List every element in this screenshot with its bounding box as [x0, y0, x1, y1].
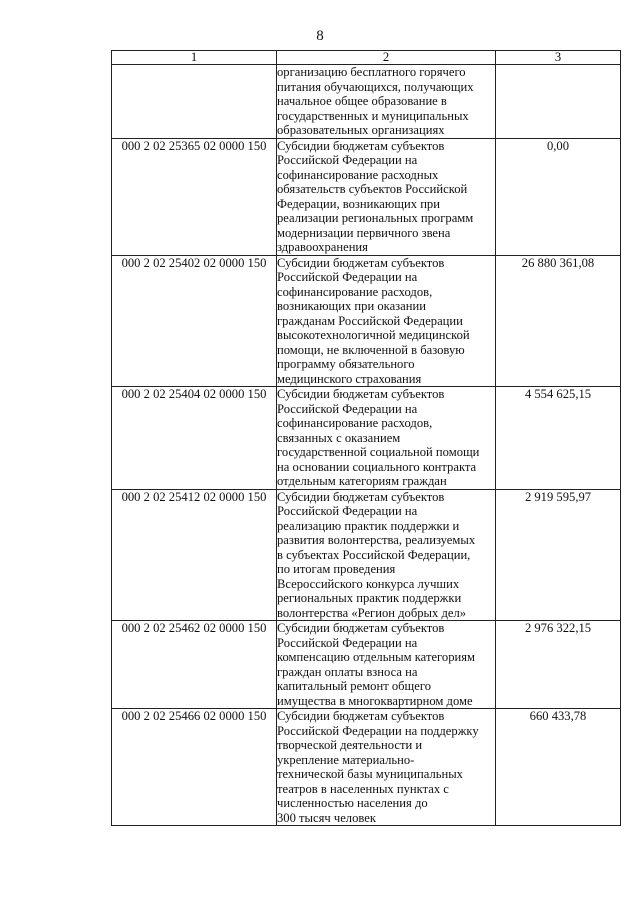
description-line: Субсидии бюджетам субъектов — [277, 255, 445, 270]
description-line: реализацию практик поддержки и — [277, 518, 460, 533]
amount-value: 26 880 361,08 — [496, 255, 621, 387]
column-number: 1 — [112, 51, 277, 65]
description-line: творческой деятельности и — [277, 738, 423, 752]
amount-value: 2 976 322,15 — [496, 621, 621, 709]
table-row — [112, 255, 621, 387]
description-line: Российской Федерации на — [277, 635, 418, 650]
column-number-row — [112, 51, 621, 65]
budget-code: 000 2 02 25462 02 0000 150 — [112, 621, 277, 709]
budget-code: 000 2 02 25466 02 0000 150 — [112, 709, 277, 826]
description-line: имущества в многоквартирном доме — [277, 693, 473, 708]
description-line: по итогам проведения — [277, 562, 396, 576]
income-description — [277, 709, 496, 826]
description-line: Российской Федерации на — [277, 270, 418, 284]
amount-value — [496, 65, 621, 139]
description-line: развития волонтерства, реализуемых — [277, 533, 476, 547]
description-line: отдельным категориям граждан — [277, 474, 447, 488]
description-line: реализации региональных программ — [277, 211, 474, 225]
description-line: софинансирование расходных — [277, 167, 439, 182]
description-line: государственной социальной помощи — [277, 445, 480, 459]
description-line: начальное общее образование в — [277, 94, 447, 108]
description-line: связанных с оказанием — [277, 430, 401, 445]
budget-table — [111, 50, 621, 826]
description-line: возникающих при оказании — [277, 299, 426, 313]
budget-code: 000 2 02 25365 02 0000 150 — [112, 138, 277, 255]
description-line: обязательств субъектов Российской — [277, 182, 468, 196]
description-line: организацию бесплатного горячего — [277, 65, 466, 79]
description-line: Всероссийского конкурса лучших — [277, 576, 460, 591]
table-row — [112, 138, 621, 255]
income-description — [277, 255, 496, 387]
description-line: питания обучающихся, получающих — [277, 79, 474, 94]
description-line: капитальный ремонт общего — [277, 679, 431, 693]
description-line: высокотехнологичной медицинской — [277, 328, 470, 342]
description-line: региональных практик поддержки — [277, 591, 462, 605]
description-line: помощи, не включенной в базовую — [277, 342, 465, 357]
description-line: образовательных организациях — [277, 123, 445, 137]
description-line: технической базы муниципальных — [277, 767, 463, 781]
description-line: Российской Федерации на — [277, 153, 418, 167]
description-line: граждан оплаты взноса на — [277, 664, 418, 679]
budget-code: 000 2 02 25404 02 0000 150 — [112, 387, 277, 490]
description-line: Российской Федерации на поддержку — [277, 723, 479, 738]
table-body — [112, 51, 621, 826]
amount-value: 0,00 — [496, 138, 621, 255]
income-description — [277, 387, 496, 490]
budget-code — [112, 65, 277, 139]
description-line: Федерации, возникающих при — [277, 196, 440, 211]
description-line: программу обязательного — [277, 357, 415, 371]
description-line: модернизации первичного звена — [277, 225, 451, 240]
table-row — [112, 621, 621, 709]
description-line: софинансирование расходов, — [277, 284, 433, 299]
budget-code: 000 2 02 25402 02 0000 150 — [112, 255, 277, 387]
description-line: в субъектах Российской Федерации, — [277, 547, 471, 562]
description-line: Субсидии бюджетам субъектов — [277, 138, 445, 153]
description-line: медицинского страхования — [277, 371, 422, 386]
description-line: на основании социального контракта — [277, 459, 477, 474]
description-line: компенсацию отдельным категориям — [277, 650, 475, 664]
table-row — [112, 709, 621, 826]
amount-value: 4 554 625,15 — [496, 387, 621, 490]
description-line: 300 тысяч человек — [277, 810, 376, 825]
description-line: волонтерства «Регион добрых дел» — [277, 605, 467, 620]
description-line: численностью населения до — [277, 796, 428, 810]
column-number: 3 — [496, 51, 621, 65]
description-line: Российской Федерации на — [277, 401, 418, 416]
income-description — [277, 621, 496, 709]
description-line: софинансирование расходов, — [277, 416, 433, 430]
description-line: Субсидии бюджетам субъектов — [277, 709, 445, 723]
description-line: здравоохранения — [277, 240, 368, 254]
description-line: Субсидии бюджетам субъектов — [277, 387, 445, 401]
amount-value: 660 433,78 — [496, 709, 621, 826]
table-row — [112, 387, 621, 490]
description-line: Российской Федерации на — [277, 504, 418, 518]
description-line: государственных и муниципальных — [277, 108, 469, 123]
page-number: 8 — [316, 28, 324, 44]
table-row — [112, 65, 621, 139]
income-description — [277, 489, 496, 621]
table-row — [112, 489, 621, 621]
amount-value: 2 919 595,97 — [496, 489, 621, 621]
income-description — [277, 65, 496, 139]
income-description — [277, 138, 496, 255]
column-number: 2 — [277, 51, 496, 65]
budget-code: 000 2 02 25412 02 0000 150 — [112, 489, 277, 621]
description-line: Субсидии бюджетам субъектов — [277, 489, 445, 504]
description-line: укрепление материально- — [277, 752, 415, 767]
description-line: гражданам Российской Федерации — [277, 313, 463, 328]
description-line: театров в населенных пунктах с — [277, 781, 449, 796]
description-line: Субсидии бюджетам субъектов — [277, 621, 445, 635]
